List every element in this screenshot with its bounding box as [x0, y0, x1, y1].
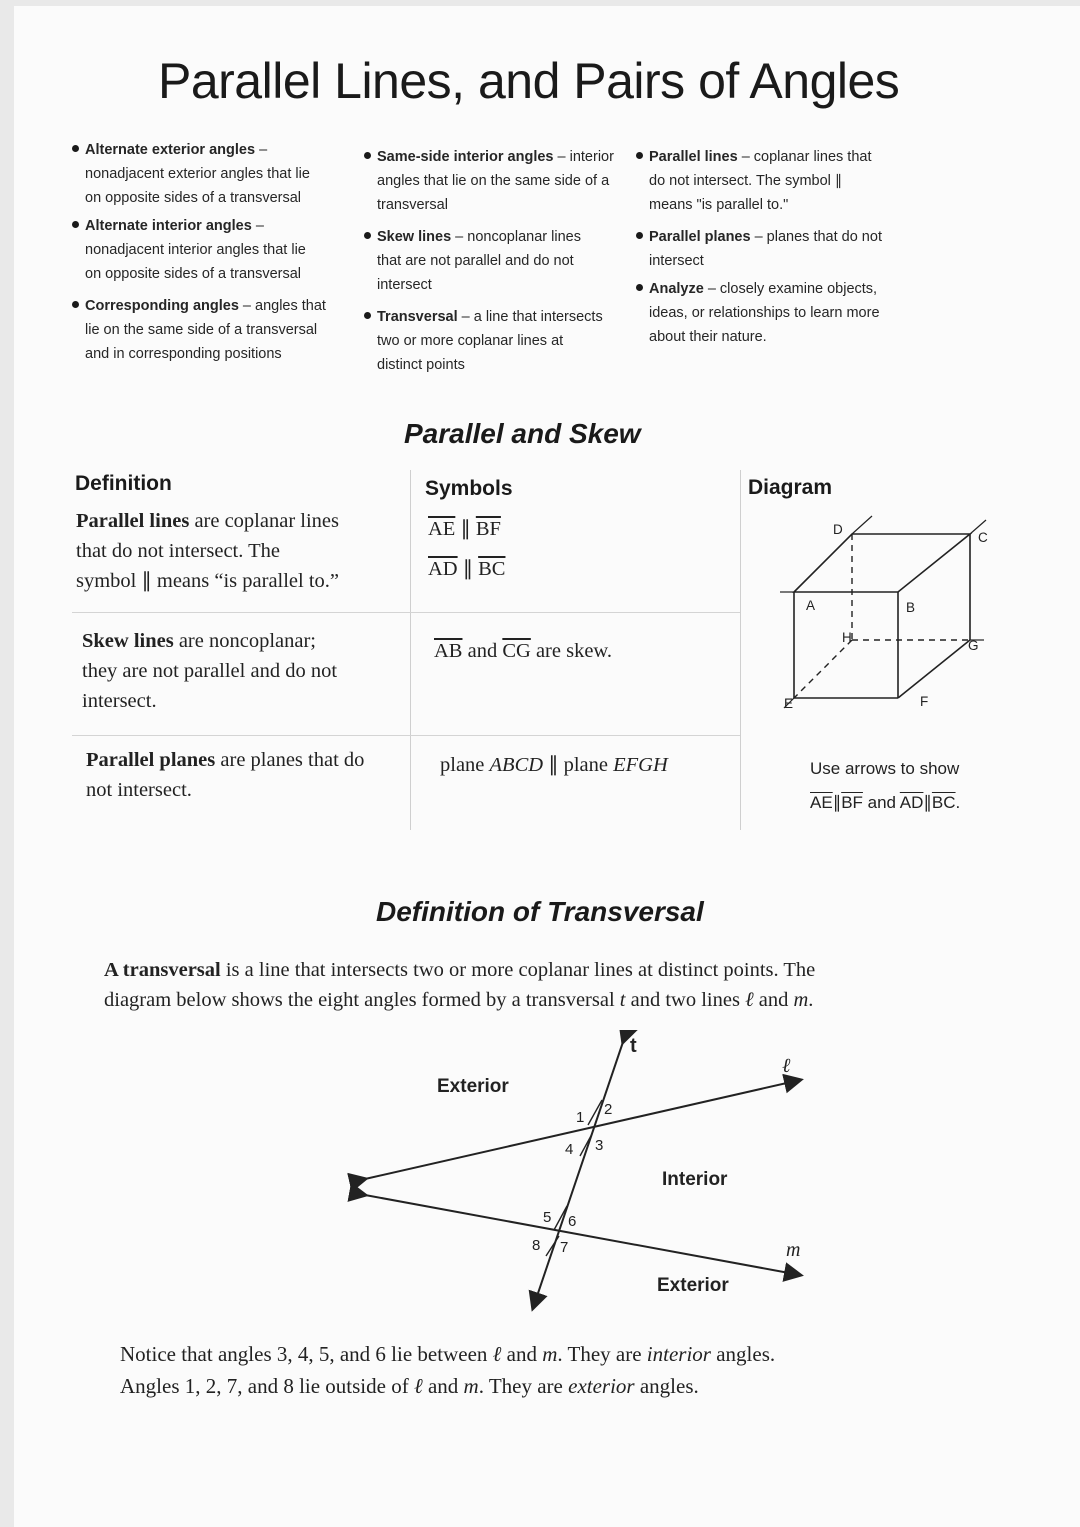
diagram-column-heading: Diagram: [748, 476, 833, 499]
parallel-planes-symbols: plane ABCD ∥ plane EFGH: [440, 754, 668, 776]
angle-number: 4: [565, 1141, 574, 1158]
vocab-item: Alternate exterior angles –: [72, 138, 362, 162]
vertex-label: G: [968, 638, 979, 653]
cube-top-face: [794, 534, 970, 592]
definition-column-heading: Definition: [75, 472, 172, 495]
vocab-column-3: Parallel lines – coplanar lines that do not intersect. The symbol ∥ means "is parallel to." Parallel planes – planes that do not intersect Analyze – closely examine objects, ideas, or relationships to learn more about their nature.: [636, 145, 926, 349]
vocab-item: Transversal – a line that intersects: [364, 305, 644, 329]
vocab-column-1: Alternate exterior angles – nonadjacent exterior angles that lie on opposite sides of a transversal Alternate interior angles – nonadjacent interior angles that lie on opposite sides of a transversal Corresponding angles – angles that lie on the same side of a transversal and in corresponding positions: [72, 138, 362, 366]
interior-label: Interior: [662, 1169, 728, 1190]
vocab-item: Analyze – closely examine objects,: [636, 277, 926, 301]
parallel-lines-symbols: $\overline{AE}$ ∥ $\overline{BF}$ $\overline{AD}$ ∥ $\overline{BC}$: [428, 518, 506, 580]
vocab-item: Alternate interior angles –: [72, 214, 362, 238]
angle-number: 7: [560, 1239, 569, 1256]
transversal-diagram: [340, 1030, 820, 1320]
exterior-top-label: Exterior: [437, 1076, 509, 1097]
angle-number: 3: [595, 1137, 604, 1154]
parallel-planes-definition: Parallel planes are planes that do not intersect.: [86, 749, 365, 801]
transversal-heading: Definition of Transversal: [376, 896, 704, 927]
vertex-label: B: [906, 600, 916, 615]
vertex-label: H: [842, 630, 852, 645]
angle-number: 1: [576, 1109, 585, 1126]
vocab-item: Same-side interior angles – interior: [364, 145, 644, 169]
vertex-label: A: [806, 598, 816, 613]
transversal-definition: A transversal is a line that intersects two or more coplanar lines at distinct points. The diagram below shows the eight angles formed by a transversal t and two lines ℓ and m.: [104, 959, 816, 1011]
angle-number: 5: [543, 1209, 552, 1226]
exterior-bottom-label: Exterior: [657, 1275, 729, 1296]
notice-paragraph: Notice that angles 3, 4, 5, and 6 lie between ℓ and m. They are interior angles. Angles 1, 2, 7, and 8 lie outside of ℓ and m. They are exterior angles.: [120, 1342, 776, 1398]
page-title: Parallel Lines, and Pairs of Angles: [158, 53, 900, 109]
vertex-label: E: [784, 696, 794, 711]
angle-number: 6: [568, 1213, 577, 1230]
line-extension: [852, 516, 872, 534]
arrow-note: Use arrows to show $\overline{AE}\parallel\overline{BF}$ and $\overline{AD}\parallel\overline{BC}$.: [810, 759, 961, 812]
transversal-t: [533, 1042, 623, 1308]
column-divider: [740, 470, 741, 830]
parallel-skew-heading: Parallel and Skew: [404, 418, 641, 449]
l-label: ℓ: [782, 1055, 791, 1077]
vertex-label: D: [833, 522, 843, 537]
cube-diagram: [770, 510, 1000, 715]
cube-hidden-edge: [794, 640, 852, 698]
vertex-label: F: [920, 694, 929, 709]
cube-edge: [898, 640, 970, 698]
angle-number: 8: [532, 1237, 541, 1254]
vocab-item: Corresponding angles – angles that: [72, 294, 362, 318]
symbols-column-heading: Symbols: [425, 477, 513, 500]
skew-lines-definition: Skew lines are noncoplanar; they are not parallel and do not intersect.: [82, 630, 338, 712]
row-divider: [72, 612, 740, 613]
row-divider: [72, 735, 740, 736]
angle-number: 2: [604, 1101, 613, 1118]
column-divider: [410, 470, 411, 830]
skew-lines-symbols: $\overline{AB}$ and $\overline{CG}$ are skew.: [434, 640, 613, 662]
parallel-lines-definition: Parallel lines are coplanar lines that do not intersect. The symbol ∥ means “is parallel to.”: [76, 510, 340, 592]
vocab-item: Skew lines – noncoplanar lines: [364, 225, 644, 249]
vocab-item: Parallel planes – planes that do not: [636, 225, 926, 249]
m-label: m: [786, 1239, 801, 1261]
line-m: [365, 1195, 800, 1275]
vertex-label: C: [978, 530, 988, 545]
vocab-item: Parallel lines – coplanar lines that: [636, 145, 926, 169]
vocab-column-2: Same-side interior angles – interior angles that lie on the same side of a transversal Skew lines – noncoplanar lines that are not parallel and do not intersect Transversal – a line that intersects two or more coplanar lines at distinct points: [364, 145, 644, 377]
t-label: t: [630, 1035, 637, 1057]
